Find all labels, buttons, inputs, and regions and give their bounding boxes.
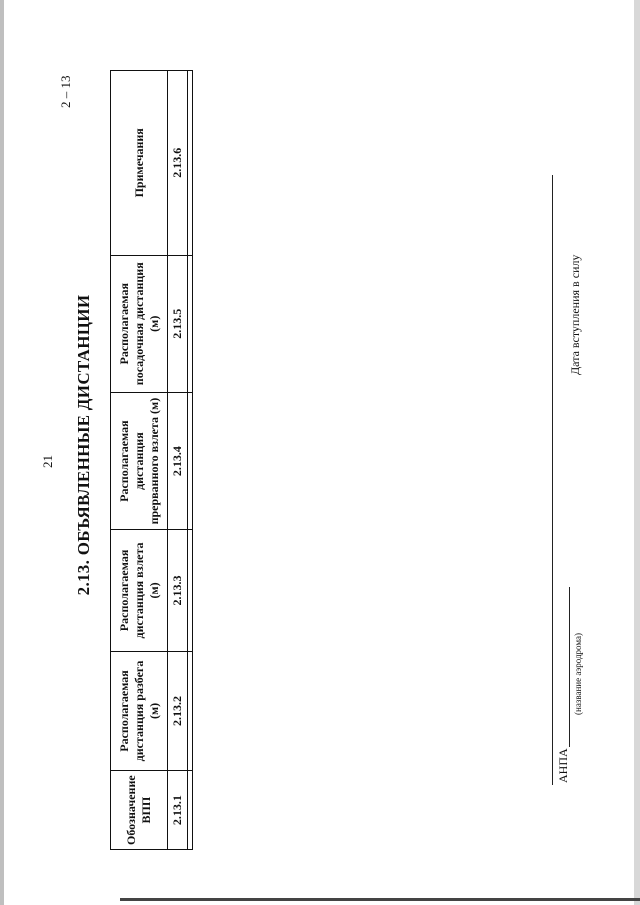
table-cell-empty	[188, 771, 193, 850]
table-cell-empty	[188, 651, 193, 771]
page-number: 21	[40, 455, 55, 468]
table-empty-row	[188, 71, 193, 850]
table-cell-empty	[188, 255, 193, 392]
header-tora: Располагаемая дистанция разбега (м)	[111, 651, 168, 771]
table-cell-code: 2.13.2	[168, 651, 188, 771]
table-cell-empty	[188, 392, 193, 529]
table-cell-code: 2.13.5	[168, 255, 188, 392]
header-asda: Располагаемая дистанция прерванного взлета (м)	[111, 392, 168, 529]
aerodrome-name-line	[569, 587, 570, 747]
ansp-label: АНПА	[556, 748, 570, 783]
section-title: 2.13. ОБЪЯВЛЕННЫЕ ДИСТАНЦИИ	[74, 294, 93, 596]
table-cell-code: 2.13.6	[168, 71, 188, 256]
header-toda: Располагаемая дистанция взлета (м)	[111, 530, 168, 651]
aerodrome-name-hint: (название аэродрома)	[573, 633, 583, 715]
table-cell-code: 2.13.4	[168, 392, 188, 529]
header-runway-designation: Обозначение ВПП	[111, 771, 168, 850]
table-cell-empty	[188, 530, 193, 651]
table-code-row	[168, 71, 188, 850]
header-remarks: Примечания	[111, 71, 168, 256]
footer-rule	[552, 175, 553, 785]
declared-distances-table	[110, 70, 193, 850]
header-lda: Располагаемая посадочная дистанция (м)	[111, 255, 168, 392]
table-cell-empty	[188, 71, 193, 256]
table-cell-code: 2.13.3	[168, 530, 188, 651]
section-code: 2 – 13	[58, 75, 73, 108]
effective-date-label: Дата вступления в силу	[568, 254, 582, 375]
table-cell-code: 2.13.1	[168, 771, 188, 850]
table-header-row	[111, 71, 168, 850]
